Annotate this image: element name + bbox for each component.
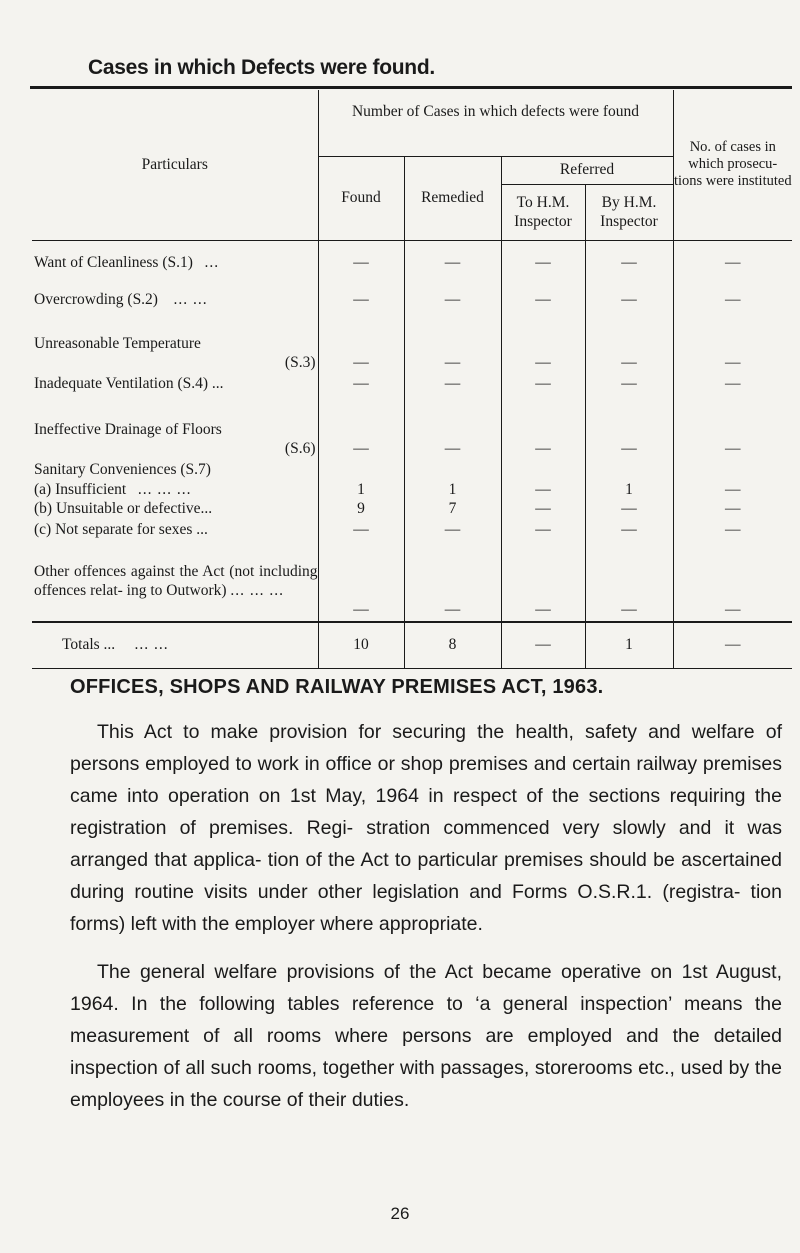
total-remedied: 8 [404, 622, 501, 668]
cell-to-hm: — [501, 400, 585, 460]
table-row [32, 480, 792, 499]
cell-by-hm: — [585, 520, 673, 542]
row-label: Inadequate Ventilation (S.4) ... [32, 374, 318, 400]
row-label: Unreasonable Temperature (S.3) [32, 316, 318, 374]
table-row [32, 316, 792, 374]
cell-by-hm: — [585, 542, 673, 622]
table-row [32, 374, 792, 400]
row-label: Overcrowding (S.2) ... ... [32, 274, 318, 316]
header-number-of-cases: Number of Cases in which defects were found [318, 90, 673, 156]
cell-prosecutions: — [725, 375, 741, 392]
cell-found: — [318, 274, 404, 316]
cell-remedied: 7 [404, 499, 501, 520]
header-prosecutions: No. of cases in which prosecu- tions were instituted [673, 90, 792, 240]
cell-by-hm: 1 [585, 480, 673, 499]
table-row [32, 542, 792, 622]
cell-remedied: — [404, 274, 501, 316]
cell-prosecutions: — [725, 253, 741, 271]
cell-prosecutions: — [725, 601, 741, 618]
cell-to-hm: — [501, 316, 585, 374]
table-row [32, 400, 792, 460]
total-to-hm: — [501, 622, 585, 668]
header-referred: Referred [501, 156, 673, 184]
row-label: Want of Cleanliness (S.1) ... [32, 240, 318, 274]
total-prosecutions: — [673, 622, 792, 668]
totals-row [32, 622, 792, 668]
cell-found: — [318, 240, 404, 274]
cell-found: 1 [318, 480, 404, 499]
header-by-hm-inspector: By H.M. Inspector [585, 184, 673, 240]
row-label: (b) Unsuitable or defective... [32, 499, 318, 520]
cell-prosecutions: — [725, 481, 741, 498]
cell-prosecutions: — [725, 500, 741, 517]
header-found: Found [318, 156, 404, 240]
cell-to-hm: — [501, 499, 585, 520]
cell-by-hm: — [585, 374, 673, 400]
cell-prosecutions: — [725, 354, 741, 371]
page-title: Cases in which Defects were found. [88, 56, 435, 79]
cell-remedied: — [404, 374, 501, 400]
cell-remedied: — [404, 520, 501, 542]
cell-to-hm: — [501, 274, 585, 316]
cell-to-hm: — [501, 520, 585, 542]
page-number: 26 [390, 1204, 410, 1223]
paragraph-1: This Act to make provision for securing the health, safety and welfare of persons employed to work in office or shop premises and certain railway premises came into operation on 1st May, 1964 in respect of the sections requiring the registration of premises. Regi- stration commenced very slowly and it was arranged that applica- tion of the Act to particular premises should be ascertained during routine visits under other legislation and Forms O.S.R.1. (registra- tion forms) left with the employer where appropriate. [70, 721, 782, 935]
table-row [32, 240, 792, 274]
title-rule [30, 86, 792, 89]
defects-table [32, 90, 792, 669]
row-label: Other offences against the Act (not including offences relat- ing to Outwork) ... ... ... [32, 542, 318, 622]
totals-label: Totals ... ... ... [32, 622, 318, 668]
cell-remedied: — [404, 542, 501, 622]
cell-to-hm: — [501, 480, 585, 499]
cell-remedied: — [404, 316, 501, 374]
cell-found: — [318, 400, 404, 460]
total-found: 10 [318, 622, 404, 668]
row-label: Sanitary Conveniences (S.7) [32, 460, 318, 480]
header-remedied: Remedied [404, 156, 501, 240]
cell-by-hm: — [585, 316, 673, 374]
cell-prosecutions: — [725, 521, 741, 538]
cell-prosecutions: — [725, 291, 741, 308]
row-label: (a) Insufficient ... ... ... [32, 480, 318, 499]
cell-remedied: — [404, 240, 501, 274]
cell-found: — [318, 374, 404, 400]
total-by-hm: 1 [585, 622, 673, 668]
cell-found: 9 [318, 499, 404, 520]
header-particulars: Particulars [32, 90, 318, 240]
row-label: (c) Not separate for sexes ... [32, 520, 318, 542]
cell-by-hm: — [585, 240, 673, 274]
cell-to-hm: — [501, 240, 585, 274]
paragraph-2: The general welfare provisions of the Act became operative on 1st August, 1964. In the following tables reference to ‘a general inspection’ means the measurement of all rooms where persons are employed and the detailed inspection of all such rooms, together with passages, storerooms etc., used by the employees in the course of their duties. [70, 961, 782, 1111]
cell-by-hm: — [585, 400, 673, 460]
table-row [32, 499, 792, 520]
cell-remedied: — [404, 400, 501, 460]
cell-found: — [318, 316, 404, 374]
cell-prosecutions: — [725, 440, 741, 457]
cell-to-hm: — [501, 542, 585, 622]
cell-remedied: 1 [404, 480, 501, 499]
cell-by-hm: — [585, 274, 673, 316]
header-to-hm-inspector: To H.M. Inspector [501, 184, 585, 240]
section-heading: OFFICES, SHOPS AND RAILWAY PREMISES ACT, 1963. [70, 676, 604, 698]
table-row [32, 274, 792, 316]
cell-by-hm: — [585, 499, 673, 520]
cell-to-hm: — [501, 374, 585, 400]
table-row [32, 520, 792, 542]
row-label: Ineffective Drainage of Floors (S.6) [32, 400, 318, 460]
cell-found: — [318, 542, 404, 622]
cell-found: — [318, 520, 404, 542]
table-row [32, 460, 792, 480]
